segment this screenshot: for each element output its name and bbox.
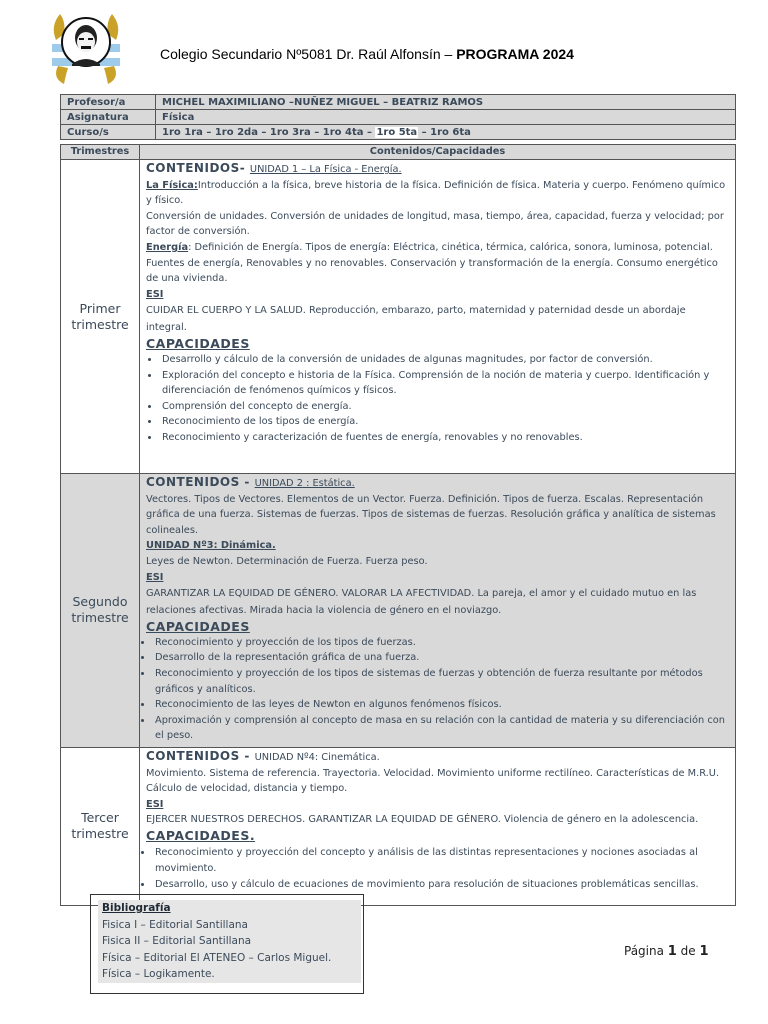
- list-item: • Comprensión del concepto de energía.: [160, 399, 729, 415]
- t1-energia-label: Energía: [146, 241, 189, 253]
- trimestre-content-2: [140, 474, 736, 748]
- cursos-label: Curso/s: [61, 125, 156, 140]
- t2-contenidos-heading: [146, 475, 729, 492]
- t2-contenidos-title: CONTENIDOS -: [146, 475, 255, 489]
- asignatura-label: Asignatura: [61, 110, 156, 125]
- bibliography-item: Fisica I – Editorial Santillana: [102, 918, 248, 931]
- bibliography-box: [90, 894, 364, 994]
- trimestre-label-3: Tercer trimestre: [61, 747, 140, 905]
- header-contenidos: Contenidos/Capacidades: [140, 145, 736, 160]
- t2-estatica-paragraph: Vectores. Tipos de Vectores. Elementos de un Vector. Fuerza. Definición. Tipos de fuerza. Escalas. Representación gráfica de una fuerza. Sistemas de fuerzas. Tipos de sistemas de fuerzas. Resolución gráfica y analítica de sistemas colineales.: [146, 493, 716, 536]
- t1-capacidades-list: [146, 352, 729, 446]
- list-item: • Reconocimiento y proyección del concepto y análisis de las distintas representaciones y nociones asociadas al movimiento.: [153, 845, 729, 876]
- list-item: • Desarrollo, uso y cálculo de ecuaciones de movimiento para resolución de situaciones problemáticas sencillas.: [153, 877, 729, 893]
- t1-energia-text: : Definición de Energía. Tipos de energía: Eléctrica, cinética, térmica, calórica, sonora, luminosa, potencial. Fuentes de energía, Renovables y no renovables. Conservación y transformación de la energía. Consumo energético de una vivienda.: [146, 241, 718, 285]
- table-header-row: [61, 145, 736, 160]
- list-item: • Reconocimiento de los tipos de energía.: [160, 414, 729, 430]
- trimestre-label-2: Segundo trimestre: [61, 474, 140, 748]
- t3-contenidos-title: CONTENIDOS -: [146, 748, 255, 763]
- cursos-part-a: 1ro 1ra – 1ro 2da – 1ro 3ra – 1ro 4ta –: [162, 126, 376, 138]
- page-prefix: Página: [624, 944, 668, 958]
- cursos-part-b: – 1ro 6ta: [418, 126, 471, 138]
- trimestre-row-1: [61, 160, 736, 474]
- t3-contenidos-heading: [146, 749, 729, 766]
- title-prefix: Colegio Secundario Nº5081 Dr. Raúl Alfonsín –: [160, 46, 457, 62]
- list-item: • Desarrollo y cálculo de la conversión de unidades de algunas magnitudes, por factor de conversión.: [160, 352, 729, 368]
- t3-capacidades-list: [146, 845, 729, 892]
- header-trimestres: Trimestres: [61, 145, 140, 160]
- bibliography-title: Bibliografía: [102, 902, 171, 914]
- list-item: • Reconocimiento de las leyes de Newton en algunos fenómenos físicos.: [153, 697, 729, 713]
- t1-esi-text: CUIDAR EL CUERPO Y LA SALUD. Reproducción, embarazo, parto, maternidad y paternidad desde un abordaje integral.: [146, 305, 686, 334]
- t1-unidad: UNIDAD 1 – La Física - Energía.: [249, 164, 402, 175]
- program-table: [60, 144, 736, 906]
- page-number: [624, 944, 709, 959]
- page-current: 1: [667, 944, 677, 959]
- page-title: [160, 46, 574, 62]
- title-bold: PROGRAMA 2024: [456, 46, 574, 62]
- t2-dinamica-paragraph: Leyes de Newton. Determinación de Fuerza. Fuerza peso.: [146, 555, 428, 567]
- list-item: • Exploración del concepto e historia de la Física. Comprensión de la noción de materia y cuerpo. Identificación y diferenciación de fenómenos químicos y físicos.: [160, 368, 729, 399]
- t3-esi-label: ESI: [146, 798, 164, 810]
- asignatura-row: [61, 110, 736, 125]
- t2-unidad3: UNIDAD Nº3: Dinámica.: [146, 540, 276, 552]
- cursos-row: [61, 125, 736, 140]
- list-item: • Desarrollo de la representación gráfica de una fuerza.: [153, 650, 729, 666]
- t2-esi-text: GARANTIZAR LA EQUIDAD DE GÉNERO. VALORAR LA AFECTIVIDAD. La pareja, el amor y el cuidado mutuo en las relaciones afectivas. Mirada hacia la violencia de género en el noviazgo.: [146, 588, 697, 617]
- trimestre-content-3: [140, 747, 736, 905]
- t1-fisica-label: La Física:: [146, 179, 198, 191]
- list-item: • Reconocimiento y proyección de los tipos de fuerzas.: [153, 635, 729, 651]
- school-logo: [46, 4, 126, 94]
- info-table: [60, 94, 736, 140]
- t3-esi-text: EJERCER NUESTROS DERECHOS. GARANTIZAR LA EQUIDAD DE GÉNERO. Violencia de género en la adolescencia.: [146, 814, 699, 826]
- t1-esi-label: ESI: [146, 288, 164, 300]
- trimestre-row-2: [61, 474, 736, 748]
- profesor-label: Profesor/a: [61, 95, 156, 110]
- trimestre-row-3: [61, 747, 736, 905]
- t3-unidad: UNIDAD Nº4: Cinemática.: [254, 751, 380, 763]
- t2-esi-label: ESI: [146, 571, 164, 583]
- t3-capacidades-title: CAPACIDADES: [146, 827, 250, 843]
- t2-unidad2: UNIDAD 2: [254, 478, 303, 489]
- bibliography-item: Física – Logikamente.: [102, 968, 215, 980]
- bibliography-item: Fisica II – Editorial Santillana: [102, 935, 252, 947]
- bibliography-item: Física – Editorial El ATENEO – Carlos Miguel.: [102, 951, 332, 964]
- asignatura-value: Física: [156, 110, 736, 125]
- t2-capacidades-title: CAPACIDADES: [146, 619, 250, 635]
- t1-contenidos-title: CONTENIDOS-: [146, 161, 250, 175]
- t1-conversion-paragraph: Conversión de unidades. Conversión de unidades de longitud, masa, tiempo, área, capacidad, fuerza y velocidad; por factor de conversión.: [146, 210, 724, 238]
- bibliography-content: [98, 900, 361, 983]
- list-item: • Reconocimiento y caracterización de fuentes de energía, renovables y no renovables.: [160, 430, 729, 446]
- t3-capacidades-heading: [146, 828, 729, 846]
- list-item: • Reconocimiento y proyección de los tipos de sistemas de fuerzas y obtención de fuerza resultante por métodos gráficos y analíticos.: [153, 666, 729, 697]
- t2-capacidades-list: [146, 635, 729, 744]
- t3-cinematica-paragraph: Movimiento. Sistema de referencia. Trayectoria. Velocidad. Movimiento uniforme rectilíneo. Características de M.R.U. Cálculo de velocidad, distancia y tiempo.: [146, 767, 720, 795]
- t1-capacidades-title: CAPACIDADES: [146, 336, 250, 352]
- page-total: 1: [699, 944, 709, 959]
- profesor-value: MICHEL MAXIMILIANO –NUÑEZ MIGUEL – BEATRIZ RAMOS: [156, 95, 736, 110]
- trimestre-content-1: [140, 160, 736, 474]
- t2-unidad2-rest: : Estática.: [302, 478, 355, 489]
- t1-contenidos-heading: [146, 161, 729, 178]
- trimestre-label-1: Primer trimestre: [61, 160, 140, 474]
- cursos-highlight: 1ro 5ta: [376, 126, 418, 138]
- t1-energia-paragraph: [146, 240, 729, 287]
- t1-fisica-text: Introducción a la física, breve historia de la física. Definición de física. Materia y cuerpo. Fenómeno químico y físico.: [146, 179, 726, 207]
- t3-capacidades-dot: .: [249, 827, 256, 843]
- page-sep: de: [676, 944, 700, 958]
- list-item: • Aproximación y comprensión al concepto de masa en su relación con la cantidad de materia y su diferenciación con el peso.: [153, 713, 729, 744]
- profesor-row: [61, 95, 736, 110]
- t1-fisica-paragraph: [146, 178, 729, 209]
- cursos-value: [156, 125, 736, 140]
